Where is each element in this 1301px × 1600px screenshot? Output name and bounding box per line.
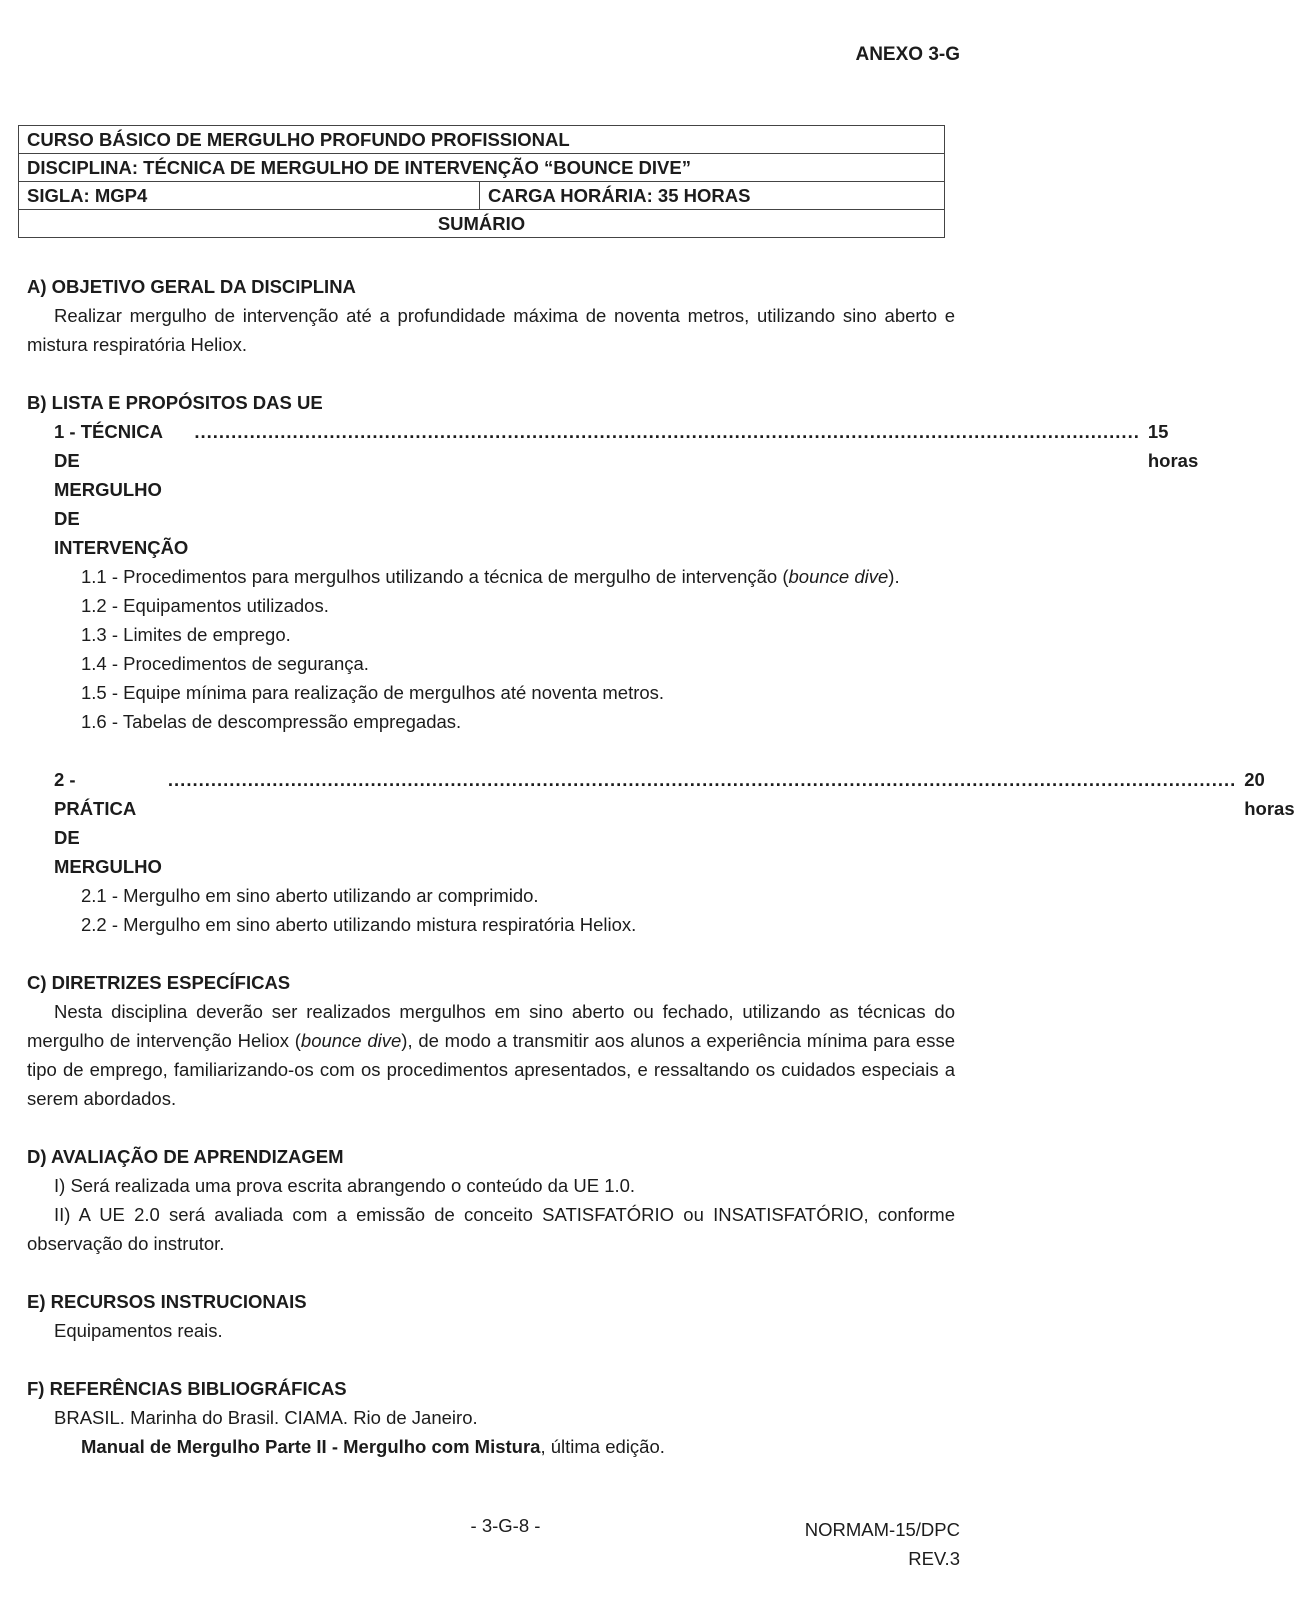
unit-1-line [27,417,1199,562]
unit-2-title: 2 - PRÁTICA DE MERGULHO [54,769,162,877]
section-f-title: F) REFERÊNCIAS BIBLIOGRÁFICAS [27,1378,347,1399]
reference-line-1: BRASIL. Marinha do Brasil. CIAMA. Rio de Janeiro. [54,1407,478,1428]
leader-dots: .......................................................................................................................................................... [194,421,1140,442]
unit-2-item: 2.2 - Mergulho em sino aberto utilizando mistura respiratória Heliox. [81,914,637,935]
discipline-title: DISCIPLINA: TÉCNICA DE MERGULHO DE INTERVENÇÃO “BOUNCE DIVE” [19,154,945,182]
reference-line-2 [27,1432,955,1461]
reference-title: Manual de Mergulho Parte II - Mergulho com Mistura [81,1436,541,1457]
section-c-text [27,997,955,1113]
course-title: CURSO BÁSICO DE MERGULHO PROFUNDO PROFISSIONAL [19,126,945,154]
revision-label: REV.3 [908,1548,960,1569]
section-d-title: D) AVALIAÇÃO DE APRENDIZAGEM [27,1146,344,1167]
section-c-title: C) DIRETRIZES ESPECÍFICAS [27,972,291,993]
section-d [27,1142,955,1258]
section-f [27,1374,955,1461]
section-c-text-start: Nesta disciplina deverão ser realizados mergulhos em sino aberto ou fechado, utilizando as técnicas do mergulho de intervenção Heliox ( [27,1001,955,1051]
section-c-text-italic: bounce dive [300,1030,402,1051]
unit-1-item: 1.3 - Limites de emprego. [81,624,291,645]
unit-1-item: 1.2 - Equipamentos utilizados. [81,595,329,616]
section-c-text-end: ), de modo a transmitir aos alunos a experiência mínima para esse tipo de emprego, familiarizando-os com os procedimentos apresentados, e ressaltando os cuidados especiais a serem abordados. [27,1030,955,1109]
unit-2-item: 2.1 - Mergulho em sino aberto utilizando ar comprimido. [81,885,539,906]
leader-dots: .............................................................................................................................................................................. [167,769,1237,790]
annex-label: ANEXO 3-G [855,44,960,65]
unit-1-hours: 15 horas [1147,421,1199,471]
sigla-cell: SIGLA: MGP4 [19,182,480,210]
header-table [18,125,945,238]
unit-1-item-1-text: 1.1 - Procedimentos para mergulhos utilizando a técnica de mergulho de intervenção ( [81,566,789,587]
normam-label: NORMAM-15/DPC [804,1519,960,1540]
page-number: - 3-G-8 - [470,1515,541,1536]
unit-1-item-1-italic: bounce dive [788,566,889,587]
section-e [27,1287,955,1345]
section-c [27,968,955,1113]
unit-1-item-1 [27,562,955,591]
section-b-title: B) LISTA E PROPÓSITOS DAS UE [27,392,323,413]
unit-1-title: 1 - TÉCNICA DE MERGULHO DE INTERVENÇÃO [54,421,189,558]
unit-2-hours: 20 horas [1244,769,1295,819]
section-a-title: A) OBJETIVO GERAL DA DISCIPLINA [27,276,356,297]
unit-1-item: 1.6 - Tabelas de descompressão empregadas. [81,711,462,732]
section-a-text: Realizar mergulho de intervenção até a profundidade máxima de noventa metros, utilizando sino aberto e mistura respiratória Heliox. [27,305,955,355]
unit-1-item-1-suffix: ). [888,566,900,587]
section-a [27,272,955,359]
section-e-title: E) RECURSOS INSTRUCIONAIS [27,1291,307,1312]
summary-title: SUMÁRIO [19,210,945,238]
section-b [27,388,1295,939]
unit-2-line [27,765,1295,881]
document-body [27,272,1295,1461]
workload-cell: CARGA HORÁRIA: 35 HORAS [480,182,945,210]
unit-1-item: 1.4 - Procedimentos de segurança. [81,653,369,674]
section-d-item-1: I) Será realizada uma prova escrita abrangendo o conteúdo da UE 1.0. [54,1175,636,1196]
unit-1-item: 1.5 - Equipe mínima para realização de mergulhos até noventa metros. [81,682,665,703]
reference-edition: , última edição. [540,1436,665,1457]
section-d-item-2: II) A UE 2.0 será avaliada com a emissão de conceito SATISFATÓRIO ou INSATISFATÓRIO, conforme observação do instrutor. [27,1204,955,1254]
footer-doc-id [805,1515,960,1573]
section-e-text: Equipamentos reais. [54,1320,223,1341]
